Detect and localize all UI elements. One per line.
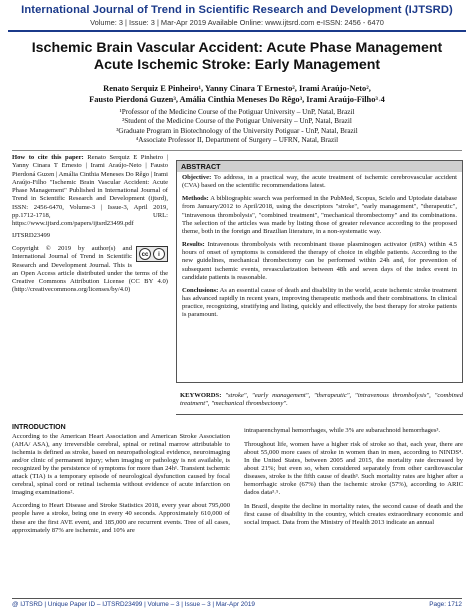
introduction-column xyxy=(12,424,230,540)
footer-info: @ IJTSRD | Unique Paper ID – IJTSRD23499 | Volume – 3 | Issue – 3 | Mar-Apr 2019 xyxy=(12,601,255,608)
citation-column xyxy=(12,154,168,295)
abstract-conclusions xyxy=(182,287,457,320)
body-paragraph: In Brazil, despite the decline in mortality rates, the second cause of death and the first cause of disability in the country, which creates extraordinary economic and social impact. Data from the Ministry of Health 2013 indicate an annual xyxy=(244,503,463,527)
attribution-icon: i xyxy=(153,248,165,260)
journal-subtitle: Volume: 3 | Issue: 3 | Mar-Apr 2019 Available Online: www.ijtsrd.com e-ISSN: 2456 - 6470 xyxy=(90,18,384,27)
affiliation-4: ⁴Associate Professor II, Department of Surgery – UFRN, Natal, Brazil xyxy=(135,136,339,145)
intro-paragraph: According to Heart Disease and Stroke Statistics 2018, every year about 795,000 people have a stroke, being one in every 40 seconds. Approximately 610,000 of these are the first AVE event, and 185,000 are recurrent events. Tree of all cases, approximately 87% are ischemic, and 10% are xyxy=(12,502,230,534)
paper-title xyxy=(20,40,454,74)
citation-text[interactable]: Renato Serquiz E Pinheiro | Yanny Cinara T Ernesto | Irami Araújo-Neto | Fausto Pierdoná Guzen | Amália Cinthia Meneses Do Rêgo | Irami Araújo-Filho "Ischemic Brain Vascular Accident: Acute Phase Management" Published in International Journal of Trend in Scientific Research and Development (ijtsrd), ISSN: 2456-6470, Volume-3 | Issue-3, April 2019, pp.1712-1718, URL: https://www.ijtsrd.com/papers/ijtsrd23499.pdf xyxy=(12,154,168,228)
results-text: Intravenous thrombolysis with recombinant tissue plasminogen activator (rtPA) within 4.5 hours of onset of symptoms is considered the therapy of choice in eligible patients. According to the new guidelines, mechanical thrombectomy can be performed within 24h and, for prevention of subsequent ischemic events, revascularization between 48h and seven days of the index event in candidate patients is reasonable. xyxy=(182,241,457,281)
cc-by-license-badge[interactable] xyxy=(136,246,168,262)
results-label: Results: xyxy=(182,241,205,249)
citation-block xyxy=(12,154,168,229)
intro-paragraph: According to the American Heart Association and American Stroke Association (AHA/ ASA), any irreversible cerebral, spinal or retinal marrow attributable to ischemia is defined as stroke, based on neuropathological evidence, neuroimaging and/or clinic of permanent injury; when imaging or pathology is not available, is recognized by the persistence of symptoms for more than 24h¹. Transient ischemic attack (TIA) is a temporary episode of neurological dysfunction caused by focal cerebral, spinal cord or retinal ischemia without evidence of acute infarction on imaging examinations². xyxy=(12,433,230,497)
paper-id: IJTSRD23499 xyxy=(12,231,51,239)
methods-text: A bibliographic search was performed in the PubMed, Scopus, Scielo and Uptodate database from January/2012 to April/2018, using the descriptors "stroke", "early management", "therapeutic", "intravenous thrombolysis", "combined treatment", "mechanical thrombectomy" and its combinations. The selection of the articles was made by listing those of greater relevance according to the proposed theme, both in the foreign and Brazilian literature, in a non-systematic way. xyxy=(182,195,457,235)
affiliation-2: ²Student of the Medicine Course of the Potiguar University – UnP, Natal, Brazil xyxy=(122,117,352,126)
footer-rule xyxy=(12,598,462,599)
authors-line-1: Renato Serquiz E Pinheiro¹, Yanny Cinara T Ernesto², Irami Araújo-Neto², xyxy=(103,84,371,93)
page-number: Page: 1712 xyxy=(429,601,462,608)
citation-label: How to cite this paper: xyxy=(12,154,84,161)
keywords xyxy=(180,392,463,408)
affiliations xyxy=(20,108,454,146)
authors-line-2: Fausto Pierdoná Guzen³, Amália Cinthia Meneses Do Rêgo³, Irami Araújo-Filho³˒4 xyxy=(89,95,385,104)
abstract-heading: ABSTRACT xyxy=(177,161,462,172)
conclusions-label: Conclusions: xyxy=(182,286,219,294)
affiliation-1: ¹Professor of the Medicine Course of the Potiguar University – UnP, Natal, Brazil xyxy=(119,108,355,116)
header-rule xyxy=(8,30,466,32)
keywords-label: KEYWORDS: xyxy=(180,392,222,399)
abstract-results xyxy=(182,241,457,282)
methods-label: Methods: xyxy=(182,195,209,203)
section-rule xyxy=(12,150,462,151)
keywords-text: "stroke", "early management", "therapeutic", "intravenous thrombolysis", "combined treatment", "mechanical thrombectomy". xyxy=(180,392,463,408)
journal-title: International Journal of Trend in Scientific Research and Development (IJTSRD) xyxy=(21,4,453,16)
body-right-column xyxy=(244,427,463,534)
body-paragraph: Throughout life, women have a higher risk of stroke so that, each year, there are about 55,000 more cases of stroke in women than in men, according to NINDS⁴. In the United States, between 2005 and 2015, the mortality rate decreased by about 21%; but even so, when considered separately from other cardiovascular diseases, stroke is the fifth cause of death³. Such mortality rates are higher after a hemorrhagic stroke (67%) than the ischemic stroke (57%), according to ARIC dados data³˒⁵. xyxy=(244,441,463,497)
body-paragraph: intraparenchymal hemorrhages, while 3% are subarachnoid hemorrhages³. xyxy=(244,427,441,434)
paper-title-line-1: Ischemic Brain Vascular Accident: Acute Phase Management xyxy=(31,40,443,56)
keywords-rule xyxy=(176,414,463,415)
conclusions-text: As an essential cause of death and disability in the world, acute ischemic stroke treatment has advanced rapidly in recent years, improving therapeutic methods and their combinations. In clinical practice, recognizing, stratifying and listing, quickly and effectively, the best therapy for stroke patients is paramount. xyxy=(182,286,457,319)
abstract-body xyxy=(177,172,462,327)
copyright-text: Copyright © 2019 by author(s) and International Journal of Trend in Scientific Research and Development Journal. This is an Open Access article distributed under the terms of the Creative Commons Attribution License (CC BY 4.0) (http://creativecommons.org/licenses/by/4.0) xyxy=(12,244,168,294)
introduction-heading: INTRODUCTION xyxy=(12,424,66,431)
author-list xyxy=(20,83,454,105)
abstract-objective xyxy=(182,174,457,190)
affiliation-3: ³Graduate Program in Biotechnology of the University Potiguar - UnP, Natal, Brazil xyxy=(116,126,358,135)
copyright-notice xyxy=(12,245,168,295)
abstract-box xyxy=(176,160,463,383)
cc-icon: cc xyxy=(139,248,151,260)
objective-label: Objective: xyxy=(182,174,212,181)
paper-title-line-2: Acute Ischemic Stroke: Early Management xyxy=(93,57,381,73)
abstract-methods xyxy=(182,195,457,236)
page-footer xyxy=(12,601,462,608)
objective-text: To address, in a practical way, the acute treatment of ischemic cerebrovascular accident (CVA) based on the scientific recommendations latest. xyxy=(182,174,458,190)
